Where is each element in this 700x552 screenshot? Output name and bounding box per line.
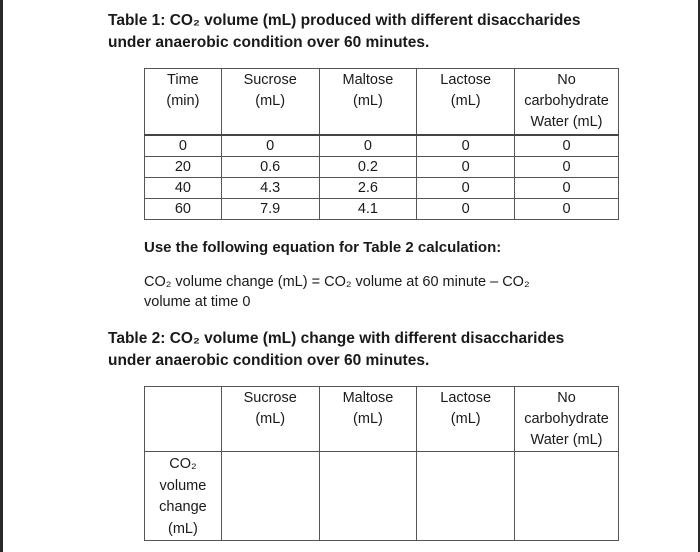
table-cell: 0	[515, 199, 619, 220]
table2-header-maltose: Maltose (mL)	[319, 387, 417, 452]
table-cell: 2.6	[319, 178, 417, 199]
table-cell: 0	[515, 135, 619, 157]
table-cell: 0	[417, 178, 515, 199]
table1-heading	[108, 10, 581, 54]
table-row	[145, 135, 619, 157]
table-row	[145, 452, 619, 541]
table-cell: 0	[319, 135, 417, 157]
table2-heading-line1: Table 2: CO₂ volume (mL) change with different disaccharides	[108, 330, 565, 347]
table-cell: 0	[417, 199, 515, 220]
table-cell: 0	[417, 157, 515, 178]
table2-row-label: CO₂ volume change (mL)	[145, 452, 222, 541]
equation-line1: CO₂ volume change (mL) = CO₂ volume at 60 minute – CO₂	[144, 274, 530, 290]
table2-empty-cell-lactose	[417, 452, 515, 541]
equation-line2: volume at time 0	[144, 294, 251, 310]
table2	[144, 386, 619, 541]
table-cell: 0.2	[319, 157, 417, 178]
table1-header-maltose: Maltose (mL)	[319, 69, 417, 136]
table1-header-lactose: Lactose (mL)	[417, 69, 515, 136]
table1-header-sucrose: Sucrose (mL)	[221, 69, 319, 136]
table2-empty-cell-water	[515, 452, 619, 541]
table-cell: 0.6	[221, 157, 319, 178]
table2-header-row	[145, 387, 619, 452]
table-cell: 4.1	[319, 199, 417, 220]
table2-heading	[108, 328, 564, 372]
table-cell: 7.9	[221, 199, 319, 220]
table-cell: 20	[145, 157, 222, 178]
table2-header-lactose: Lactose (mL)	[417, 387, 515, 452]
table-cell: 0	[417, 135, 515, 157]
table-cell: 0	[145, 135, 222, 157]
equation-text	[144, 272, 530, 312]
table-cell: 40	[145, 178, 222, 199]
equation-heading: Use the following equation for Table 2 calculation:	[144, 239, 502, 256]
table2-header-water: No carbohydrate Water (mL)	[515, 387, 619, 452]
table-row	[145, 178, 619, 199]
table-cell: 0	[515, 178, 619, 199]
table2-empty-cell-maltose	[319, 452, 417, 541]
table1-heading-line1: Table 1: CO₂ volume (mL) produced with different disaccharides	[108, 12, 581, 29]
table1-header-time: Time (min)	[145, 69, 222, 136]
table2-empty-cell-sucrose	[221, 452, 319, 541]
table1-header-water: No carbohydrate Water (mL)	[515, 69, 619, 136]
table-row	[145, 199, 619, 220]
table1-heading-line2: under anaerobic condition over 60 minutes.	[108, 34, 430, 51]
left-window-edge	[0, 0, 3, 552]
table2-header-corner	[145, 387, 222, 452]
table-cell: 4.3	[221, 178, 319, 199]
table2-header-sucrose: Sucrose (mL)	[221, 387, 319, 452]
table-cell: 0	[221, 135, 319, 157]
table-row	[145, 157, 619, 178]
table1-header-row	[145, 69, 619, 136]
table-cell: 0	[515, 157, 619, 178]
table1	[144, 68, 619, 220]
table-cell: 60	[145, 199, 222, 220]
table2-heading-line2: under anaerobic condition over 60 minutes.	[108, 352, 430, 369]
